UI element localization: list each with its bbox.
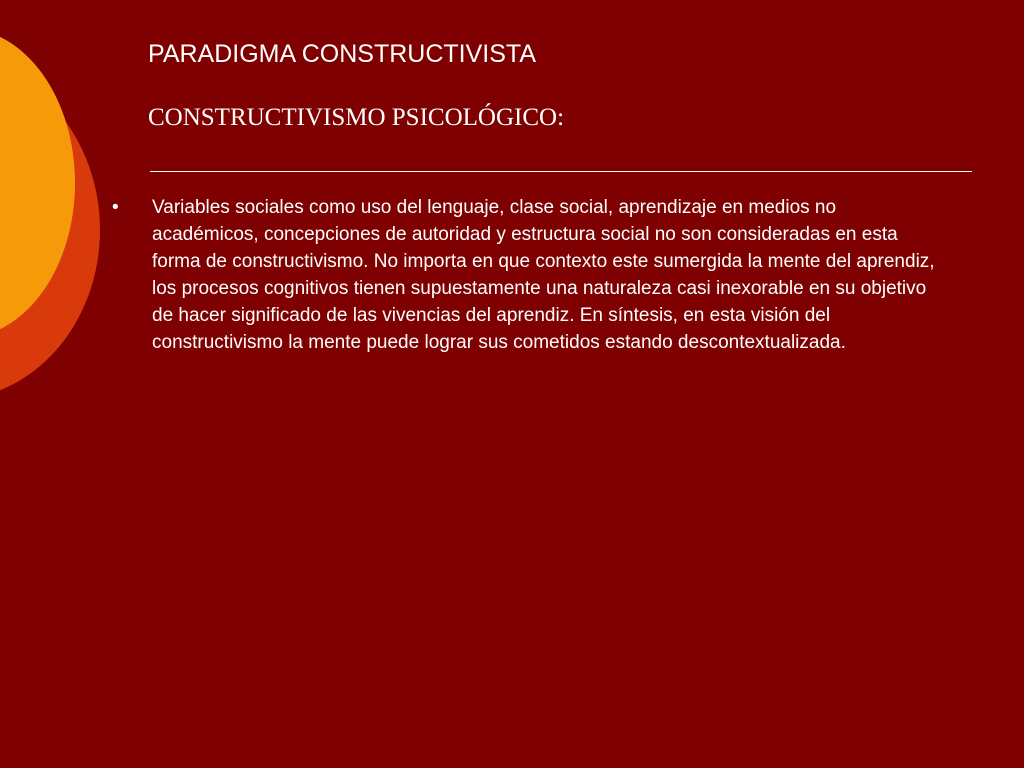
slide-subtitle: CONSTRUCTIVISMO PSICOLÓGICO: [148,104,565,131]
bullet-item [110,194,945,356]
title-divider [150,171,972,172]
bullet-list [110,194,945,356]
bullet-text: Variables sociales como uso del lenguaje, clase social, aprendizaje en medios no académicos, concepciones de autoridad y estructura social no son consideradas en esta forma de constructivismo. No importa en que contexto este sumergida la mente del aprendiz, los procesos cognitivos tienen supuestamente una naturaleza casi inexorable en su objetivo de hacer significado de las vivencias del aprendiz. En síntesis, en esta visión del constructivismo la mente puede lograr sus cometidos estando descontextualizada. [152,197,935,353]
bullet-marker: • [112,197,119,218]
slide-title: PARADIGMA CONSTRUCTIVISTA [148,40,537,68]
